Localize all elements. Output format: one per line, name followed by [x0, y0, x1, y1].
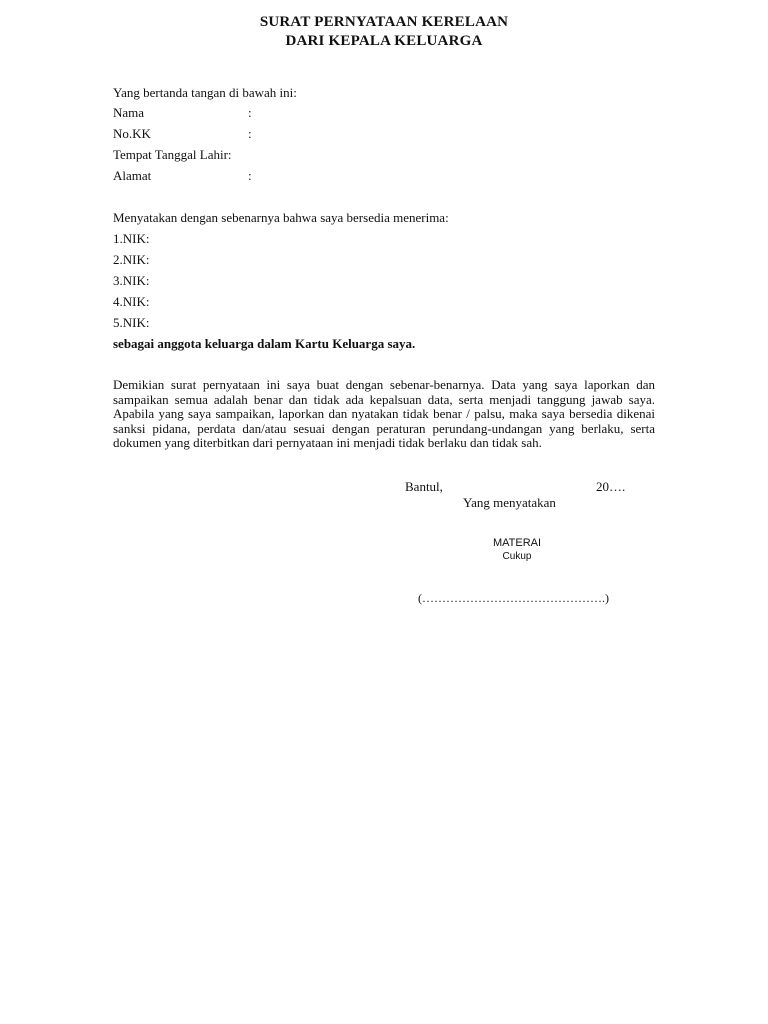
materai-label: MATERAI — [492, 537, 542, 549]
nik-item-3: 3.NIK: — [113, 273, 150, 288]
nik-item-1: 1.NIK: — [113, 231, 150, 246]
field-colon-nokk: : — [248, 126, 252, 141]
nik-item-2: 2.NIK: — [113, 252, 150, 267]
intro-text: Yang bertanda tangan di bawah ini: — [113, 85, 297, 100]
year-text: 20…. — [596, 479, 626, 494]
signature-line: (……………………………………….) — [418, 591, 609, 605]
bold-statement: sebagai anggota keluarga dalam Kartu Keluarga saya. — [113, 336, 416, 351]
materai-stamp — [460, 537, 574, 562]
field-label-ttl: Tempat Tanggal Lahir: — [113, 147, 232, 162]
nik-item-4: 4.NIK: — [113, 294, 150, 309]
field-label-nokk: No.KK — [113, 126, 151, 141]
place-text: Bantul, — [405, 479, 443, 494]
materai-sub-label: Cukup — [502, 551, 532, 562]
field-label-alamat: Alamat — [113, 168, 152, 183]
title-line-1: SURAT PERNYATAAN KERELAAN — [259, 14, 509, 30]
field-colon-alamat: : — [248, 168, 252, 183]
nik-item-5: 5.NIK: — [113, 315, 150, 330]
declarant-text: Yang menyatakan — [463, 495, 556, 510]
statement-text: Menyatakan dengan sebenarnya bahwa saya bersedia menerima: — [113, 210, 449, 225]
field-colon-nama: : — [248, 105, 252, 120]
title-line-2: DARI KEPALA KELUARGA — [285, 33, 483, 49]
field-label-nama: Nama — [113, 105, 145, 120]
closing-paragraph: Demikian surat pernyataan ini saya buat dengan sebenar-benarnya. Data yang saya laporkan dan sampaikan semua adalah benar dan tidak ada kepalsuan data, serta menjadi tanggung jawab saya. Apabila yang saya sampaikan, laporkan dan nyatakan tidak benar / palsu, maka saya bersedia dikenai sanksi pidana, perdata dan/atau sesuai dengan peraturan perundang-undangan yang berlaku, serta dokumen yang diterbitkan dari pernyataan ini menjadi tidak berlaku dan tidak sah. — [113, 377, 655, 451]
